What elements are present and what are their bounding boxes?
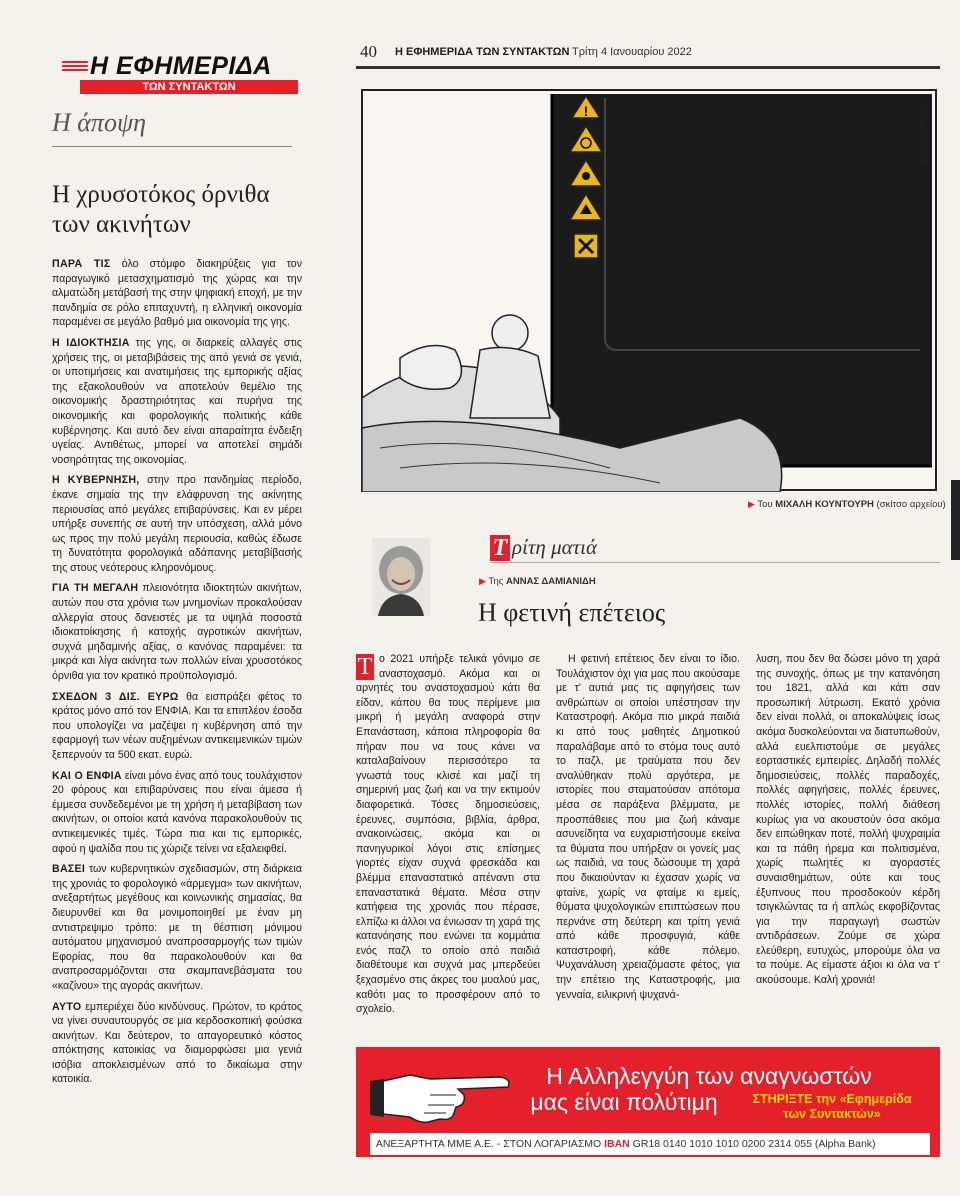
author-name: ΑΝΝΑΣ ΔΑΜΙΑΝΙΔΗ [506, 576, 596, 587]
paragraph-lead: ΠΑΡΑ ΤΙΣ [52, 258, 111, 270]
paragraph-lead: ΒΑΣΕΙ [52, 863, 86, 876]
dropcap: Τ [357, 654, 373, 680]
paragraph-lead: ΣΧΕΔΟΝ 3 ΔΙΣ. ΕΥΡΩ [52, 690, 179, 703]
ad-call-to-action[interactable]: ΣΤΗΡΙΞΤΕ την «Εφημερίδα των Συντακτών» [752, 1092, 912, 1121]
paragraph-text: είναι μόνο ένας από τους τουλάχιστον 20 φόρους και επιβαρύνσεις που είναι άμεσα ή έμμεσα συνδεδεμένοι με τη χρήση ή μεταβίβαση των ακινήτων, οι οποίοι κατά κανόνα παρακολουθούν τις αντικειμενικές τιμές. Τώρα πια και τις εμπορικές, αφού η ψαλίδα που τις χώριζε τείνει να εξαλειφθεί. [52, 769, 302, 855]
masthead-title: Η ΕΦΗΜΕΡΙΔΑ [90, 52, 272, 80]
column-tag-text: ρίτη ματιά [512, 535, 598, 559]
author-byline: ▶ Της ΑΝΝΑΣ ΔΑΜΙΑΝΙΔΗ [479, 576, 596, 587]
column-tag-letter: Τ [490, 535, 510, 561]
paragraph-text: θα εισπράξει φέτος το κράτος μόνο από τον ΕΝΦΙΑ. Και τα επιπλέον έσοδα που υπολογίζει να μαζέψει η κυβέρνηση από την εφαρμογή των νέων αυξημένων αντικειμενικών τιμών ξεπερνούν τα 500 εκατ. ευρώ. [52, 690, 302, 761]
page-number: 40 [360, 42, 377, 61]
paragraph-lead: ΚΑΙ Ο ΕΝΦΙΑ [52, 769, 122, 782]
opinion-paragraph [52, 769, 302, 857]
header-date: Τρίτη 4 Ιανουαρίου 2022 [572, 46, 692, 58]
paragraph-text: πλειονότητα ιδιοκτητών ακινήτων, αυτών που στα χρόνια των μνημονίων προκαλούσαν αλλεργία στους δανειστές με τα υψηλά ποσοστά ιδιοκατοίκησης ή κατοχής αγροτικών ακινήτων, συχνά μηδαμινής αξίας, ο κανόνας παραμένει: τα μικρά και λίγα ακίνητα των πολλών είναι χρυσοτόκος όρνιθα για τον κρατικό προϋπολογισμό. [52, 582, 302, 683]
paragraph-lead: ΑΥΤΟ [52, 1000, 82, 1013]
paragraph-text: της γης, οι διαρκείς αλλαγές στις χρήσεις της, οι μεταβιβάσεις της από γενιά σε γενιά, οι υποτιμήσεις και ανατιμήσεις της εμπορικής αξίας της εξακολουθούν να αποτελούν θεμέλιο της οικονομικής δραστηριότητας και πυρήνα της οικονομικής και φορολογικής πολιτικής κάθε κυβέρνησης. Και αυτό δεν είναι απαραίτητα ένδειξη υγείας. Αντιθέτως, μπορεί να αποτελεί σημάδι νοσηρότητας της οικονομίας. [52, 336, 302, 466]
logo-stripes [62, 61, 88, 75]
solidarity-ad [356, 1047, 940, 1157]
article-column-2: Η φετινή επέτειος δεν είναι το ίδιο. Τουλάχιστον όχι για μας που ακούσαμε με τ' αυτιά μας τις αφηγήσεις των ανθρώπων οι οποίοι υπέστησαν την Καταστροφή. Ακόμα πιο μικρά παιδιά κι από τους μαθητές Δημοτικού παραλάβαμε από το στόμα τους αυτό το παζλ, με τραύματα που δεν αναλύθηκαν πολύ αργότερα, με ιστορίες που σταματούσαν απότομα μέσα σε παράξενα βλέμματα, με προσπάθειες που μια ζωή κάναμε ασυνείδητα να ευχαριστήσουμε εκείνα τα θύματα που υπήρξαν οι γονείς μας ως παιδιά, να τους δώσουμε τη χαρά που δικαιούνταν κι έχασαν χωρίς να φταίνε, χωρίς να φταίμε κι εμείς, θύματα ψυχολογικών επιπτώσεων που περνάνε στη δεύτερη και τρίτη γενιά από κάθε προσφυγιά, κάθε καταστροφή, κάθε πόλεμο. Ψυχανάλυση χρειαζόμαστε φέτος, για την επέτειο της Καταστροφής, μια γενναία, ειλικρινή ψυχανά- [556, 653, 740, 1001]
opinion-body [52, 257, 302, 1093]
opinion-paragraph [52, 690, 302, 763]
paragraph-text: των κυβερνητικών σχεδιασμών, στη διάρκεια της χρονιάς το φορολογικό «άρμεγμα» των ακινήτων, ανεξαρτήτως μεγέθους και κοινωνικής σημασίας, θα διευρυνθεί και θα μονιμοποιηθεί με έναν μη αντιστρεψιμο τρόπο: με τη θέσπιση μόνιμου αυτόματου μηχανισμού αναπροσαρμογής των τιμών Εφορίας, που θα παρακολουθούν και θα αναπροσαρμόζονται στα σκαμπανεβάσματα του «καζίνου» της αγοράς ακινήτων. [52, 863, 302, 992]
opinion-paragraph [52, 336, 302, 467]
opinion-headline: Η χρυσοτόκος όρνιθα των ακινήτων [52, 181, 270, 238]
ad-bank-account: ΑΝΕΞΑΡΤΗΤΑ ΜΜΕ Α.Ε. - ΣΤΟΝ ΛΟΓΑΡΙΑΣΜΟ IBAN GR18 0140 1010 1010 0200 2314 055 (Alpha Bank) [370, 1133, 930, 1155]
paragraph-lead: Η ΚΥΒΕΡΝΗΣΗ, [52, 474, 140, 487]
article-column-1 [356, 652, 540, 1017]
cartoon-credit: ▶ Του ΜΙΧΑΛΗ ΚΟΥΝΤΟΥΡΗ (σκίτσο αρχείου) [748, 499, 946, 510]
cartoon-illustration [360, 88, 938, 492]
section-divider [52, 146, 292, 147]
opinion-paragraph [52, 473, 302, 575]
page-edge [951, 480, 960, 560]
header-divider [356, 66, 940, 69]
paragraph-lead: ΓΙΑ ΤΗ ΜΕΓΑΛΗ [52, 582, 139, 595]
opinion-paragraph [52, 581, 302, 683]
ad-title: Η Αλληλεγγύη των αναγνωστών μας είναι πολύτιμη [530, 1063, 872, 1115]
monitor-screen [552, 94, 932, 466]
article-title: Η φετινή επέτειος [478, 598, 666, 627]
masthead-logo [62, 52, 298, 92]
harmful-icon [574, 234, 598, 258]
header-paper-name: Η ΕΦΗΜΕΡΙΔΑ ΤΩΝ ΣΥΝΤΑΚΤΩΝ [395, 46, 570, 58]
paragraph-text: όλο στόμφο διακηρύξεις για τον παραγωγικό μετασχηματισμό της χώρας και την αλματώδη μετάβασή της στην ψηφιακή εποχή, με την πανδημία σε ρόλο επιταχυντή, η ελληνική οικονομία παραμένει σε μεγάλο βαθμό μια οικονομία της γης. [52, 258, 302, 329]
opinion-paragraph [52, 1000, 302, 1088]
arrow-icon: ▶ [479, 576, 486, 586]
opinion-paragraph [52, 257, 302, 330]
author-photo [372, 538, 430, 616]
paragraph-text: στην προ πανδημίας περίοδο, έκανε σημαία της την ελάφρυνση της ακίνητης περιουσίας από μεγάλες επιβαρύνσεις. Και εν μέρει υπήρξε συνεπής σε αυτή την υπόσχεση, αλλά μόνο ως προς την πολύ μεγάλη περιουσία, καθώς έδωσε τη δυνατότητα φορολογικά αδάπανης μεταβίβασής της στους νεότερους κληρονόμους. [52, 474, 302, 574]
iban-label: IBAN [604, 1138, 630, 1150]
masthead-subtitle: ΤΩΝ ΣΥΝΤΑΚΤΩΝ [80, 80, 298, 94]
article-column-3: λυση, που δεν θα δώσει μόνο τη χαρά της συνοχής, όπως με την κατανόηση του 1821, αλλά και κάτι σαν προσωπική λύτρωση. Εκατό χρόνια δεν είναι πολλά, οι αποκαλύψεις ίσως ακόμα δυσκολεύονται να διατυπωθούν, αλλά ευελπιστούμε σε μεγάλες εορταστικές εμπειρίες. Δηλαδή πολλές δημοσιεύσεις, πολλές παραδοχές, πολλές αφηγήσεις, πολλές έρευνες, πολλές ιστορίες, πολλή διάθεση κυρίως για να ακουστούν όσα ακόμα δεν ειπώθηκαν ποτέ, πολλή ψυχραιμία και τα πάθη ήρεμα και πολιτισμένα, χωρίς πωλητές κι αγοραστές συναισθημάτων, ούτε και τους έξυπνους που προσδοκούν κέρδη τσιγκλώντας τα ή απλώς εκφοβίζοντας για την παραγωγή σωστών αντιδράσεων. Ζούμε σε χώρα ελεύθερη, ευτυχώς, μπορούμε όλα να τα πούμε. Ας είμαστε άξιοι κι όλα να τ' ακούσουμε. Καλή χρονιά! [756, 653, 940, 987]
cartoon-signature: ΚΟΥΝΤΟΥΡΗΣ [918, 102, 928, 163]
article-text-1: ο 2021 υπήρξε τελικά γόνιμο σε αναστοχασμό. Ακόμα και οι αρνητές του αναστοχασμού κάτι θα είδαν, κάπου θα τους περίμενε μια μικρή ή μεγάλη αναφορά στην Επανάσταση, κάποια πληροφορία θα πήραν που να τους κάνει να καταλαβαίνουν περισσότερο τα γνωστά τους κλισέ και μαζί τη σημερινή μας ζωή και να την εκτιμούν διαφορετικά. Τόσες δημοσιεύσεις, έρευνες, συμπόσια, βιβλία, άρθρα, ανακοινώσεις, ακόμα και οι πανηγυρικοί λόγοι στις επίσημες γιορτές είχαν συχνά φρεσκάδα και βλέμμα επαναστατικό απέναντι στα επαναστατικά θέματα. Μέσα στην κατήφεια της χρονιάς που πέρασε, ελπίζω κι άλλοι να ένιωσαν τη χαρά της κατανόησης που ενώνει τα κομμάτια ενός παζλ το οποίο από παιδιά διαθέτουμε και συχνά μας μπερδεύει ξεχασμένο στις άκρες του μυαλού μας, καθότι μας το προσφέρουν από το σχολείο. [356, 653, 540, 1016]
section-label: Η άποψη [52, 108, 146, 137]
paragraph-text: εμπεριέχει δύο κινδύνους. Πρώτον, το κράτος να γίνει συναυτουργός σε μια κερδοσκοπική φούσκα ακινήτων. Και δεύτερον, το απαγορευτικό κόστος απόκτησης κατοικίας να διαμορφώσει μια γενιά ισόβια αποκλεισμένων από το δικαίωμα στην κατοικία. [52, 1000, 302, 1086]
paragraph-lead: Η ΙΔΙΟΚΤΗΣΙΑ [52, 336, 130, 349]
opinion-paragraph [52, 862, 302, 993]
arrow-icon: ▶ [748, 499, 755, 509]
iban-number: GR18 0140 1010 1010 0200 2314 055 [629, 1138, 812, 1150]
cartoon-author: ΜΙΧΑΛΗ ΚΟΥΝΤΟΥΡΗ [775, 499, 874, 510]
column-tag-divider [490, 562, 940, 563]
svg-text:!: ! [583, 103, 589, 119]
